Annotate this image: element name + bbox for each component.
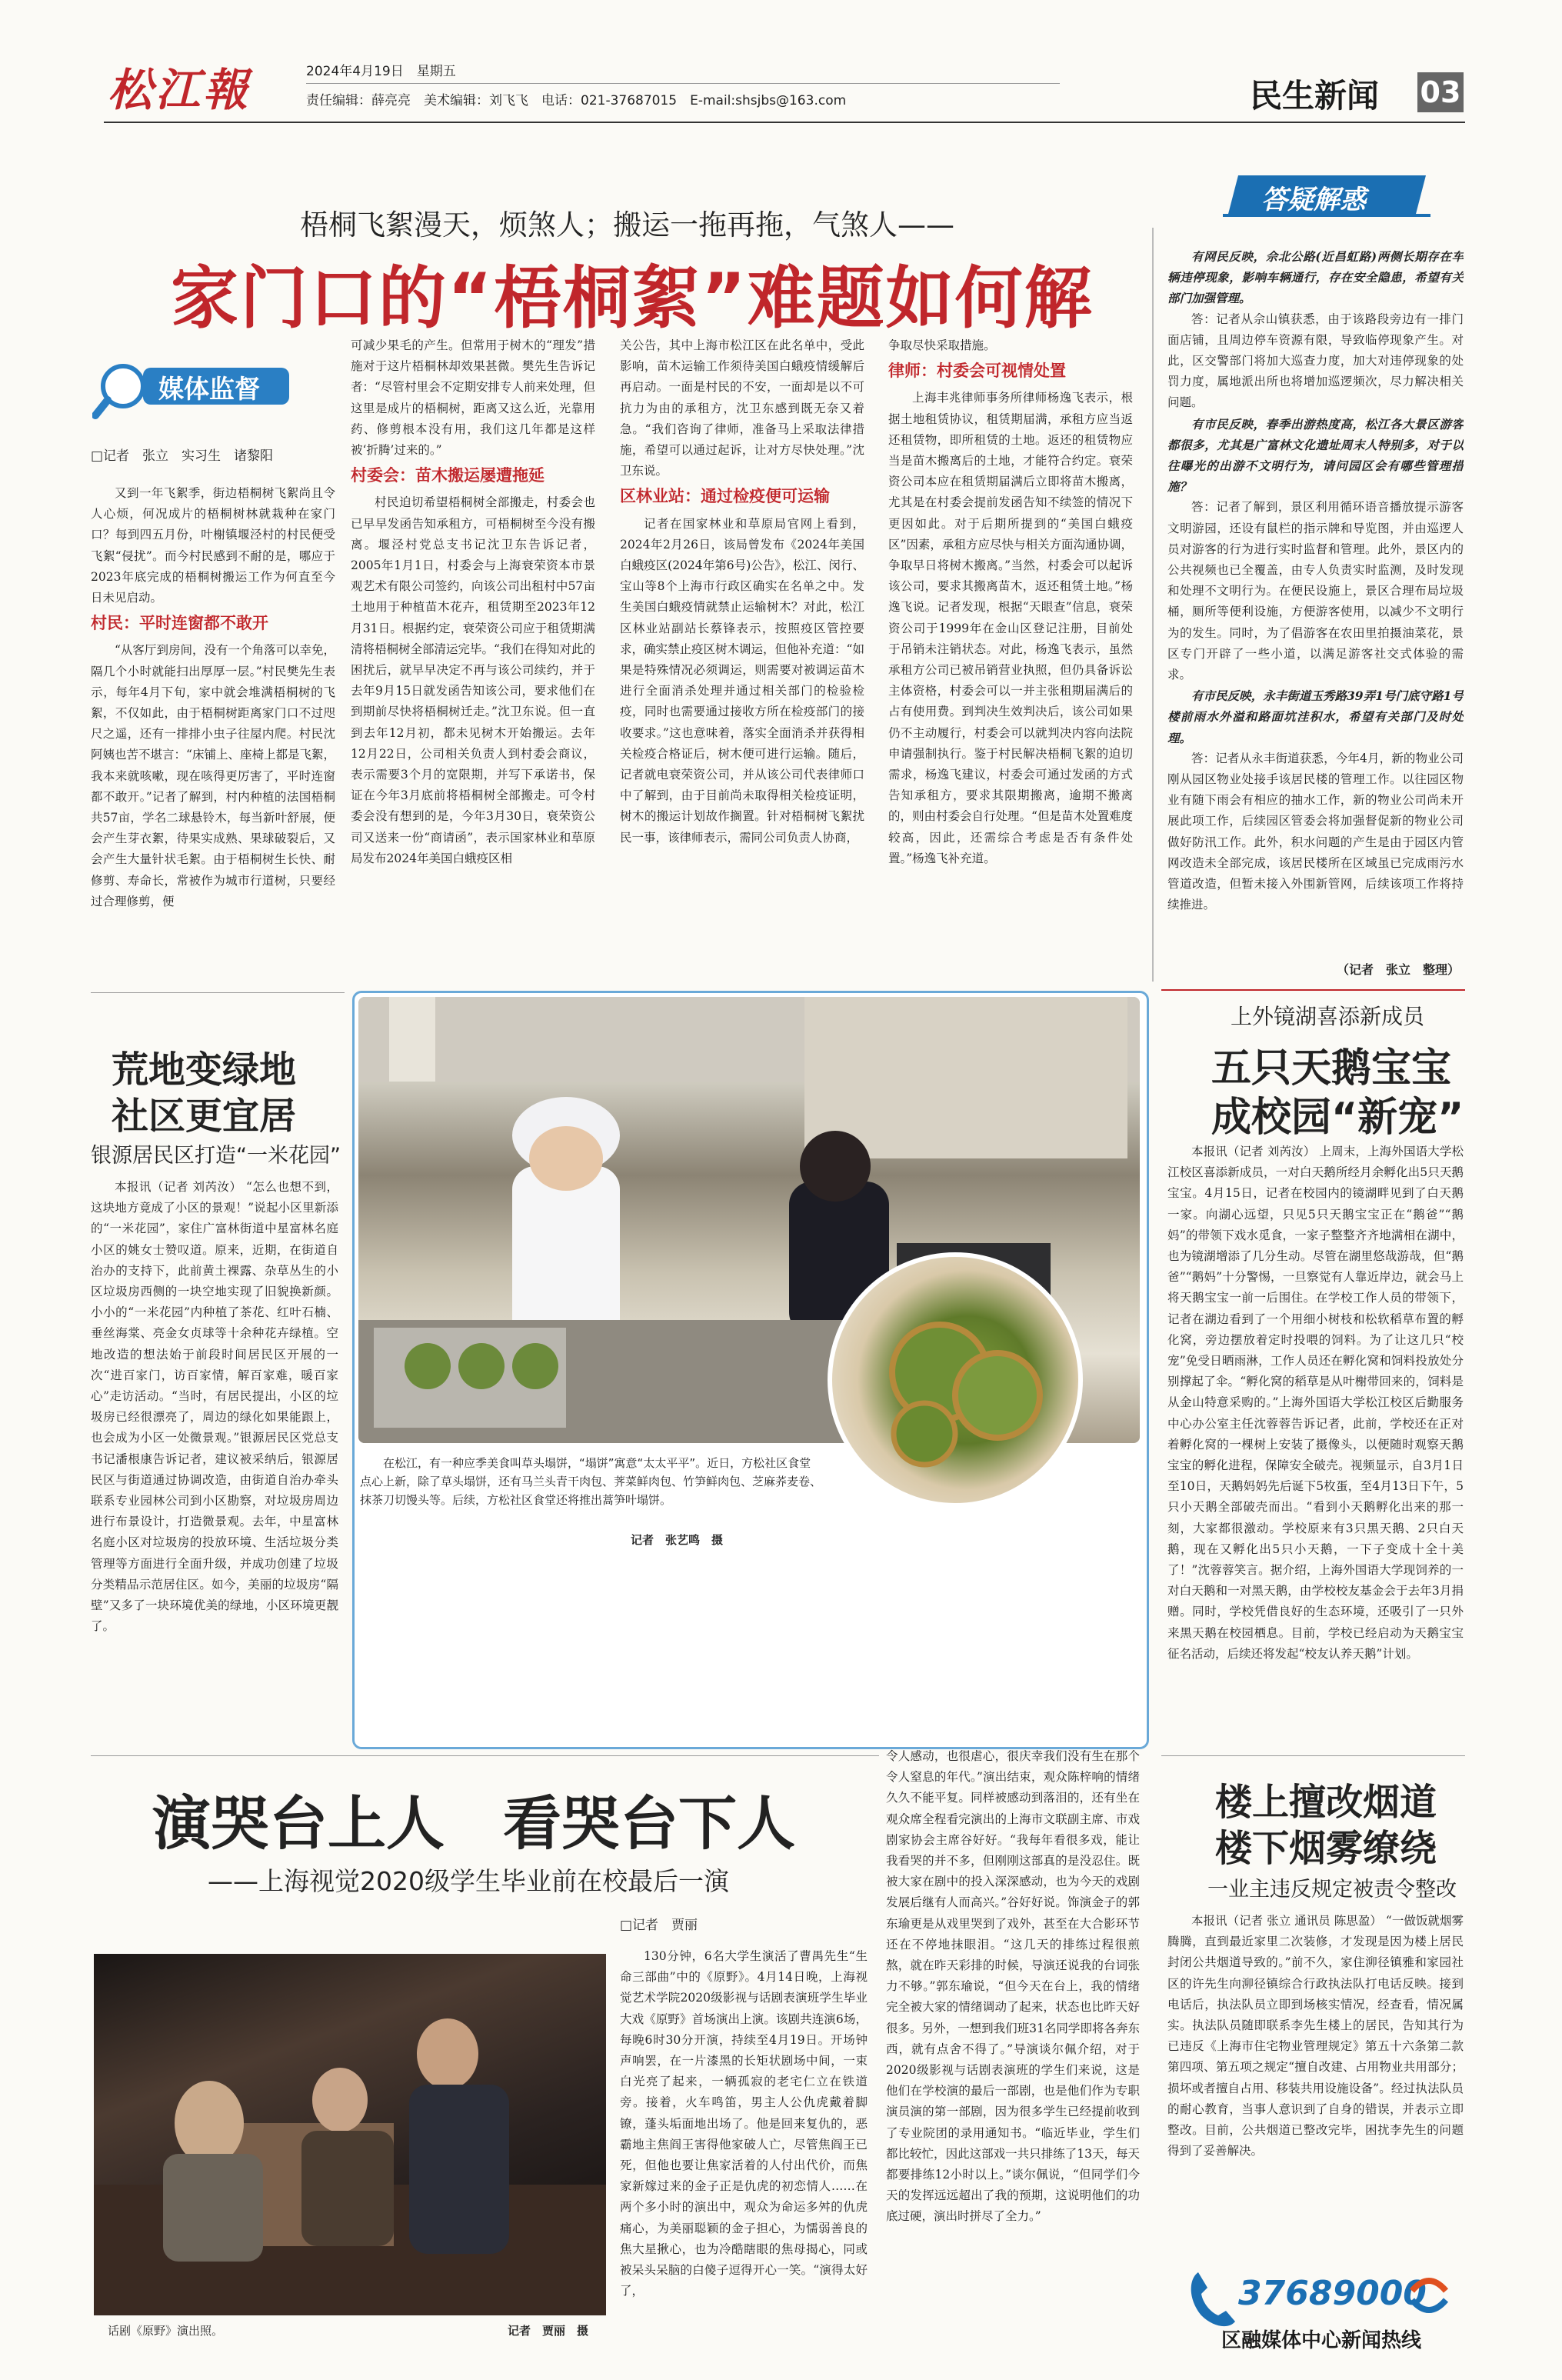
qa-question: 有市民反映，春季出游热度高，松江各大景区游客都很多，尤其是广富林文化遗址周末人特别多，对于以往曝光的出游不文明行为，请问园区会有哪些管理措施？ <box>1167 416 1464 495</box>
page-number: 03 <box>1417 72 1464 112</box>
drama-col2 <box>886 1746 1140 2338</box>
paragraph: 记者在国家林业和草原局官网上看到，2024年2月26日，该局曾发布《2024年美国白蛾疫区(2024年第6号)公告》，松江、闵行、宝山等8个上海市行政区确实在名单之中。发生美国白蛾疫情就禁止运输树木？对此，松江区林业站副站长蔡锋表示，按照疫区管控要求，确实禁止疫区树木调运，但他补充道：“如果是特殊情况必须调运，则需要对被调运苗木进行全面消杀处理并通过相关部门的检验检疫，同时也需要通过接收方所在检疫部门的接收要求。”这也意味着，落实全面消杀并获得相关检疫合格证后，树木便可进行运输。随后，记者就电衰荣资公司，并从该公司代表律师口中了解到，由于目前尚未取得相关检疫证明，树木的搬运计划故作搁置。针对梧桐树飞絮扰民一事，该律师表示，需同公司负责人协商， <box>620 516 864 845</box>
smoke-section-rule <box>1161 1755 1465 1756</box>
masthead-bottom-rule <box>104 122 1465 123</box>
smoke-subhead: 一业主违反规定被责令整改 <box>1207 1878 1457 1902</box>
subheading: 村委会：苗木搬运屡遭拖延 <box>351 466 545 485</box>
drama-subhead: ——上海视觉2020级学生毕业前在校最后一演 <box>208 1866 729 1896</box>
paragraph: 本报讯（记者 刘芮汝） 上周末，上海外国语大学松江校区喜添新成员，一对白天鹅所经月余孵化出5只天鹅宝宝。4月15日，记者在校园内的镜湖畔见到了白天鹅一家。向湖心远望，只见5只天鹅宝宝正在“鹅爸”“鹅妈”的带领下戏水觅食，一家子整整齐齐地满相在湖中，也为镜湖增添了几分生动。尽管在湖里悠哉游哉，但“鹅爸”“鹅妈”十分警惕，一旦察觉有人靠近岸边，就会马上将天鹅宝宝一前一后围住。在学校工作人员的带领下，记者在湖边看到了一个用细小树枝和松软稻草布置的孵化窝，旁边摆放着定时投喂的饲料。为了让这几只“校宠”免受日晒雨淋，工作人员还在孵化窝和饲料投放处分别撑起了伞。“孵化窝的稻草是从叶榭带回来的，饲料是从金山特意采购的。”上海外国语大学松江校区后勤服务中心办公室主任沈蓉蓉告诉记者，此前，学校还在正对着孵化窝的一棵树上安装了摄像头，以便随时观察天鹅宝宝的孵化进程，保障安全破壳。视频显示，自3月1日至10日，天鹅妈妈先后诞下5枚蛋，至4月13日下午，5只小天鹅全部破壳而出。“看到小天鹅孵化出来的那一刻，大家都很激动。学校原来有3只黑天鹅、2只白天鹅，现在又孵化出5只小天鹅，一下子变成十全十美了！”沈蓉蓉笑言。据介绍，上海外国语大学现饲养的一对白天鹅和一对黑天鹅，由学校校友基金会于去年3月捐赠。同时，学校凭借良好的生态环境，还吸引了一只外来黑天鹅在校园栖息。目前，学校已经启动为天鹅宝宝征名活动，后续还将发起“校友认养天鹅”计划。 <box>1167 1145 1464 1661</box>
qa-question: 有市民反映，永丰街道玉秀路39弄1号门底守路1号楼前雨水外溢和路面坑洼积水，希望有关部门及时处理。 <box>1167 688 1464 745</box>
masthead-logo: 松江報 <box>108 64 251 116</box>
qa-credit: （记者 张立 整理） <box>1337 962 1460 977</box>
green-subhead: 银源居民区打造“一米花园” <box>91 1144 341 1168</box>
media-center-logo-icon <box>1407 2275 1450 2314</box>
qa-answer: 答：记者了解到，景区利用循环语音播放提示游客文明游园，还设有鼠栏的指示牌和导览图，并由巡逻人员对游客的行为进行实时监督和管理。此外，景区内的公共视频也已全覆盖，由专人负责实时监测，及时发现和处理不文明行为。在便民设施上，景区合理布局垃圾桶，厕所等便利设施，方便游客使用，以减少不文明行为的发生。同时，为了倡游客在农田里拍摄油菜花，景区专门开辟了一些小道，以满足游客社交式体验的需求。 <box>1167 500 1464 682</box>
food-photo-caption: 在松江，有一种应季美食叫草头塌饼，“塌饼”寓意“太太平平”。近日，方松社区食堂点心上新，除了草头塌饼，还有马兰头青干肉包、荠菜鲜肉包、竹笋鲜肉包、芝麻荞麦卷、抹茶刀切馒头等。后续，方松社区食堂还将推出蒿笋叶塌饼。 <box>360 1456 822 1507</box>
qa-question: 有网民反映，佘北公路(近昌虹路)两侧长期存在车辆违停现象，影响车辆通行，存在安全隐患，希望有关部门加强管理。 <box>1167 249 1464 306</box>
drama-stage-photo <box>94 1954 606 2315</box>
green-headline-line2: 社区更宜居 <box>112 1095 297 1138</box>
green-headline-line1: 荒地变绿地 <box>112 1048 297 1092</box>
main-headline: 家门口的“梧桐絮”难题如何解 <box>171 258 1094 338</box>
swan-headline-line1: 五只天鹅宝宝 <box>1211 1045 1452 1092</box>
paragraph: 村民迫切希望梧桐树全部搬走，村委会也已早早发函告知承租方，可梧桐树至今没有搬离。堰泾村党总支书记沈卫东告诉记者，2005年1月1日，村委会与上海衰荣资本市景观艺术有限公司签约，向该公司出租村中57亩土地用于种植苗木花卉，租赁期至2023年12月31日。根据约定，衰荣资公司应于租赁期满清将梧桐树全部清运完毕。“我们在得知对此的困扰后，就早早决定不再与该公司续约，并于去年9月15日就发函告知该公司，要求他们在到期前尽快将梧桐树迁走。”沈卫东说。但一直到去年12月初，都未见树木开始搬运。去年12月22日，公司相关负责人到村委会商议，表示需要3个月的宽限期，并写下承诺书，保证在今年3月底前将梧桐树全部搬走。可令村委会没有想到的是，今年3月30日，衰荣资公司又送来一份“商请函”，表示国家林业和草原局发布2024年美国白蛾疫区相 <box>351 495 595 865</box>
smoke-headline-line1: 楼上擅改烟道 <box>1215 1781 1437 1824</box>
media-supervision-badge <box>92 355 300 425</box>
food-photo-credit: 记者 张艺鸣 摄 <box>631 1533 724 1547</box>
phone-icon <box>1184 2268 1238 2329</box>
main-kicker: 梧桐飞絮漫天，烦煞人；搬运一拖再拖，气煞人—— <box>300 208 954 242</box>
hotline-block <box>1184 2268 1461 2360</box>
main-story-col2 <box>351 335 595 988</box>
stage-actors-illustration <box>94 1954 606 2315</box>
qa-column <box>1167 246 1464 938</box>
swan-headline-line2: 成校园“新宠” <box>1211 1095 1464 1141</box>
paragraph: 本报讯（记者 张立 通讯员 陈思盈） “一做饭就烟雾腾腾，直到最近家里二次装修，才发现是因为楼上居民封闭公共烟道导致的。”前不久，家住泖径镇雅和家园社区的许先生向泖径镇综合行政执法队打电话反映。接到电话后，执法队员立即到场核实情况，经查看，情况属实。执法队员随即联系李先生楼上的居民，告知其行为已违反《上海市住宅物业管理规定》第五十六条第二款第四项、第五项之规定“擅自改建、占用物业共用部分；损坏或者擅自占用、移装共用设施设备”。经过执法队员的耐心教育，当事人意识到了自身的错误，并表示立即整改。目前，公共烟道已整改完毕，困扰李先生的问题得到了妥善解决。 <box>1167 1914 1464 2158</box>
paragraph: “从客厅到房间，没有一个角落可以幸免，隔几个小时就能扫出厚厚一层。”村民樊先生表示，每年4月下旬，家中就会堆满梧桐树的飞絮，不仅如此，由于梧桐树距离家门口不过咫尺之遥，还有一排排小虫子往屋内爬。村民沈阿姨也苦不堪言：“床铺上、座椅上都是飞絮，我本来就咳嗽，现在咳得更厉害了，平时连窗都不敢开。”记者了解到，村内种植的法国梧桐共57亩，学名二球悬铃木，每当新叶舒展，便会产生芽衣絮，待果实成熟、果球破裂后，又会产生大量针状毛絮。由于梧桐树生长快、耐修剪、寿命长，常被作为城市行道树，只要经过合理修剪，便 <box>91 643 335 908</box>
main-story-col3 <box>620 335 864 988</box>
drama-photo-credit: 记者 贾丽 摄 <box>508 2324 589 2338</box>
masthead-divider <box>306 83 1060 84</box>
qa-answer: 答：记者从永丰街道获悉，今年4月，新的物业公司刚从园区物业处接手该居民楼的管理工作。以往园区物业有随下雨会有相应的抽水工作，新的物业公司尚未开展此项工作，后续园区管委会将加强督促新的物业公司做好防汛工作。此外，积水问题的产生是由于园区内管网改造未全部完成，该居民楼所在区域虽已完成雨污水管道改造，但暂未接入外围新管网，后续该项工作将持续推进。 <box>1167 751 1464 912</box>
paragraph: 争取尽快采取措施。 <box>888 338 996 352</box>
green-section-rule <box>91 992 345 993</box>
tabing-closeup-photo <box>828 1252 1083 1508</box>
qa-badge-label: 答疑解惑 <box>1261 185 1366 215</box>
media-supervision-label: 媒体监督 <box>158 374 260 404</box>
paragraph: 关公告，其中上海市松江区在此名单中，受此影响，苗木运输工作须待美国白蛾疫情缓解后再启动。一面是村民的不安，一面却是以不可抗力为由的承租方，沈卫东感到既无奈又着急。“我们咨询了律师，准备马上采取法律措施，希望可以通过起诉，让对方尽快处理。”沈卫东说。 <box>620 338 864 478</box>
hotline-label: 区融媒体中心新闻热线 <box>1221 2329 1422 2352</box>
issue-date: 2024年4月19日 星期五 <box>306 64 456 79</box>
swan-body <box>1167 1142 1464 1718</box>
swan-kicker: 上外镜湖喜添新成员 <box>1231 1004 1425 1029</box>
subheading: 村民：平时连窗都不敢开 <box>91 614 268 633</box>
hotline-number: 37689000 <box>1238 2274 1427 2313</box>
subheading: 律师：村委会可视情处置 <box>888 362 1066 381</box>
paragraph: 可减少果毛的产生。但常用于树木的“理发”措施对于这片梧桐林却效果甚微。樊先生告诉记者：“尽管村里会不定期安排专人前来处理，但这里是成片的梧桐树，距离又这么近，光靠用药、修剪根本没有用，我们这几年都是这样被‘折腾’过来的。” <box>351 338 595 458</box>
section-title: 民生新闻 <box>1250 77 1380 115</box>
paragraph: 上海丰兆律师事务所律师杨逸飞表示，根据土地租赁协议，租赁期届满，承租方应当返还租赁物，即所租赁的土地。返还的租赁物应当是苗木搬离后的土地，才能符合约定。衰荣资公司本应在租赁期届满后立即将苗木搬离，尤其是在村委会提前发函告知不续签的情况下更因如此。对于后期所提到的“美国白蛾疫区”因素，承租方应尽快与相关方面沟通协调，争取早日将树木搬离。”当然，村委会可以起诉该公司，要求其搬离苗木，返还租赁土地。”杨逸飞说。记者发现，根据“天眼查”信息，衰荣资公司于1999年在金山区登记注册，目前处于吊销未注销状态。对此，杨逸飞表示，虽然承租方公司已被吊销营业执照，但仍具备诉讼主体资格，村委会可以一并主张租期届满后的占有使用费。到判决生效判决后，该公司如果仍不主动履行，村委会可以就判决内容向法院申请强制执行。鉴于村民解决梧桐飞絮的迫切需求，杨逸飞建议，村委会可通过发函的方式告知承租方，要求其限期搬离，逾期不搬离的，则由村委会自行处理。“但是苗木处置难度较高，因此，还需综合考虑是否有条件处置。”杨逸飞补充道。 <box>888 391 1133 865</box>
editors-line: 责任编辑：薛亮亮 美术编辑：刘飞飞 电话：021-37687015 E-mail:shsjbs@163.com <box>306 93 847 108</box>
qa-badge <box>1223 171 1430 222</box>
paragraph: 本报讯（记者 刘芮汝） “怎么也想不到，这块地方竟成了小区的景观！”说起小区里新添的“一米花园”，家住广富林街道中星富林名庭小区的姚女士赞叹道。原来，近期，在街道自治办的支持下，此前黄土裸露、杂草丛生的小区垃圾房西侧的一块空地实现了旧貌换新颜。小小的“一米花园”内种植了茶花、红叶石楠、垂丝海棠、亮金女贞球等十余种花卉绿植。空地改造的想法始于前段时间居民区开展的一次“进百家门，访百家情，解百家难，暖百家心”走访活动。“当时，有居民提出，小区的垃圾房已经很漂亮了，周边的绿化如果能跟上，也会成为小区一处微景观。”银源居民区党总支书记潘根康告诉记者，建议被采纳后，银源居民区与街道通过协调改造，由街道自治办牵头联系专业园林公司到小区勘察，对垃圾房周边进行布景设计，打造微景观。去年，中星富林名庭小区对垃圾房的投放环境、生活垃圾分类管理等方面进行全面升级，并成功创建了垃圾分类精品示范居住区。如今，美丽的垃圾房“隔壁”又多了一块环境优美的绿地，小区环境更靓了。 <box>91 1180 338 1634</box>
drama-section-rule <box>91 1755 879 1756</box>
main-story-col4 <box>888 335 1133 988</box>
qa-divider <box>1152 228 1154 982</box>
main-byline: □记者 张立 实习生 诸黎阳 <box>91 448 274 464</box>
drama-photo-caption: 话剧《原野》演出照。 <box>108 2324 224 2338</box>
paragraph: 又到一年飞絮季，街边梧桐树飞絮尚且令人心烦，何况成片的梧桐树林就栽种在家门口？每到四五月份，叶榭镇堰泾村的村民便受飞絮“侵扰”。而今村民感到不耐的是，哪应于2023年底完成的梧桐树搬运工作为何直至今日未见启动。 <box>91 486 335 605</box>
smoke-headline-line2: 楼下烟雾缭绕 <box>1215 1827 1437 1870</box>
green-body <box>91 1177 338 1731</box>
paragraph: 130分钟，6名大学生演活了曹禺先生“生命三部曲”中的《原野》。4月14日晚，上海视觉艺术学院2020级影视与话剧表演班学生毕业大戏《原野》首场演出上演。该剧共连演6场，每晚6时30分开演，持续至4月19日。开场钟声响罢，在一片漆黑的长矩状剧场中间，一束白光亮了起来，一辆孤寂的老宅仁立在铁道旁。接着，火车鸣笛，男主人公仇虎戴着脚镣，蓬头垢面地出场了。他是回来复仇的，恶霸地主焦阎王害得他家破人亡，尽管焦阎王已死，但他也要让焦家活着的人付出代价，而焦家新嫁过来的金子正是仇虎的初恋情人……在两个多小时的演出中，观众为命运多舛的仇虎痛心，为美丽聪颖的金子担心，为懦弱善良的焦大星揪心，也为冷酷瞎眼的焦母揭心，同或被呆头呆脑的白傻子逗得开心一笑。“演得太好了， <box>620 1949 868 2298</box>
smoke-body <box>1167 1911 1464 2249</box>
subheading: 区林业站：通过检疫便可运输 <box>620 487 830 506</box>
drama-col1 <box>620 1946 868 2338</box>
tabing-pancakes-illustration <box>832 1257 1078 1503</box>
drama-byline: □记者 贾丽 <box>620 1918 698 1933</box>
qa-answer: 答：记者从佘山镇获悉，由于该路段旁边有一排门面店铺，且周边停车资源有限，导致临停现象产生。对此，区交警部门将加大巡查力度，加大对违停现象的处罚力度，属地派出所也将增加巡逻频次，尽力解决相关问题。 <box>1167 312 1464 410</box>
paragraph: 令人感动，也很虐心，很庆幸我们没有生在那个令人窒息的年代。”演出结束，观众陈梓响的情绪久久不能平复。同样被感动到落泪的，还有坐在观众席全程看完演出的上海市文联副主席、市戏剧家协会主席谷好好。“我每年看很多戏，能让我看哭的并不多，但刚刚这部真的是没忍住。既被大家在剧中的投入深深感动，也为今天的戏剧发展后继有人而高兴。”谷好好说。饰演金子的郭东瑜更是从戏里哭到了戏外，甚至在大合影环节还在不停地抹眼泪。“这几天的排练过程很煎熬，就在昨天彩排的时候，导演还说我的台词张力不够。”郭东瑜说，“但今天在台上，我的情绪完全被大家的情绪调动了起来，状态也比昨天好很多。另外，一想到我们班31名同学即将各奔东西，就有点舍不得了。”导演谈尔佩介绍，对于2020级影视与话剧表演班的学生们来说，这是他们在学校演的最后一部剧，也是他们作为专职演员演的第一部剧，因为很多学生已经提前收到了专业院团的录用通知书。“临近毕业，学生们都比较忙，因此这部戏一共只排练了13天，每天都要排练12小时以上。”谈尔佩说，“但同学们今天的发挥远远超出了我的预期，这说明他们的功底过硬，演出时拼尽了全力。” <box>886 1749 1140 2224</box>
drama-headline: 演哭台上人 看哭台下人 <box>152 1789 795 1858</box>
swan-top-rule <box>1161 989 1465 991</box>
